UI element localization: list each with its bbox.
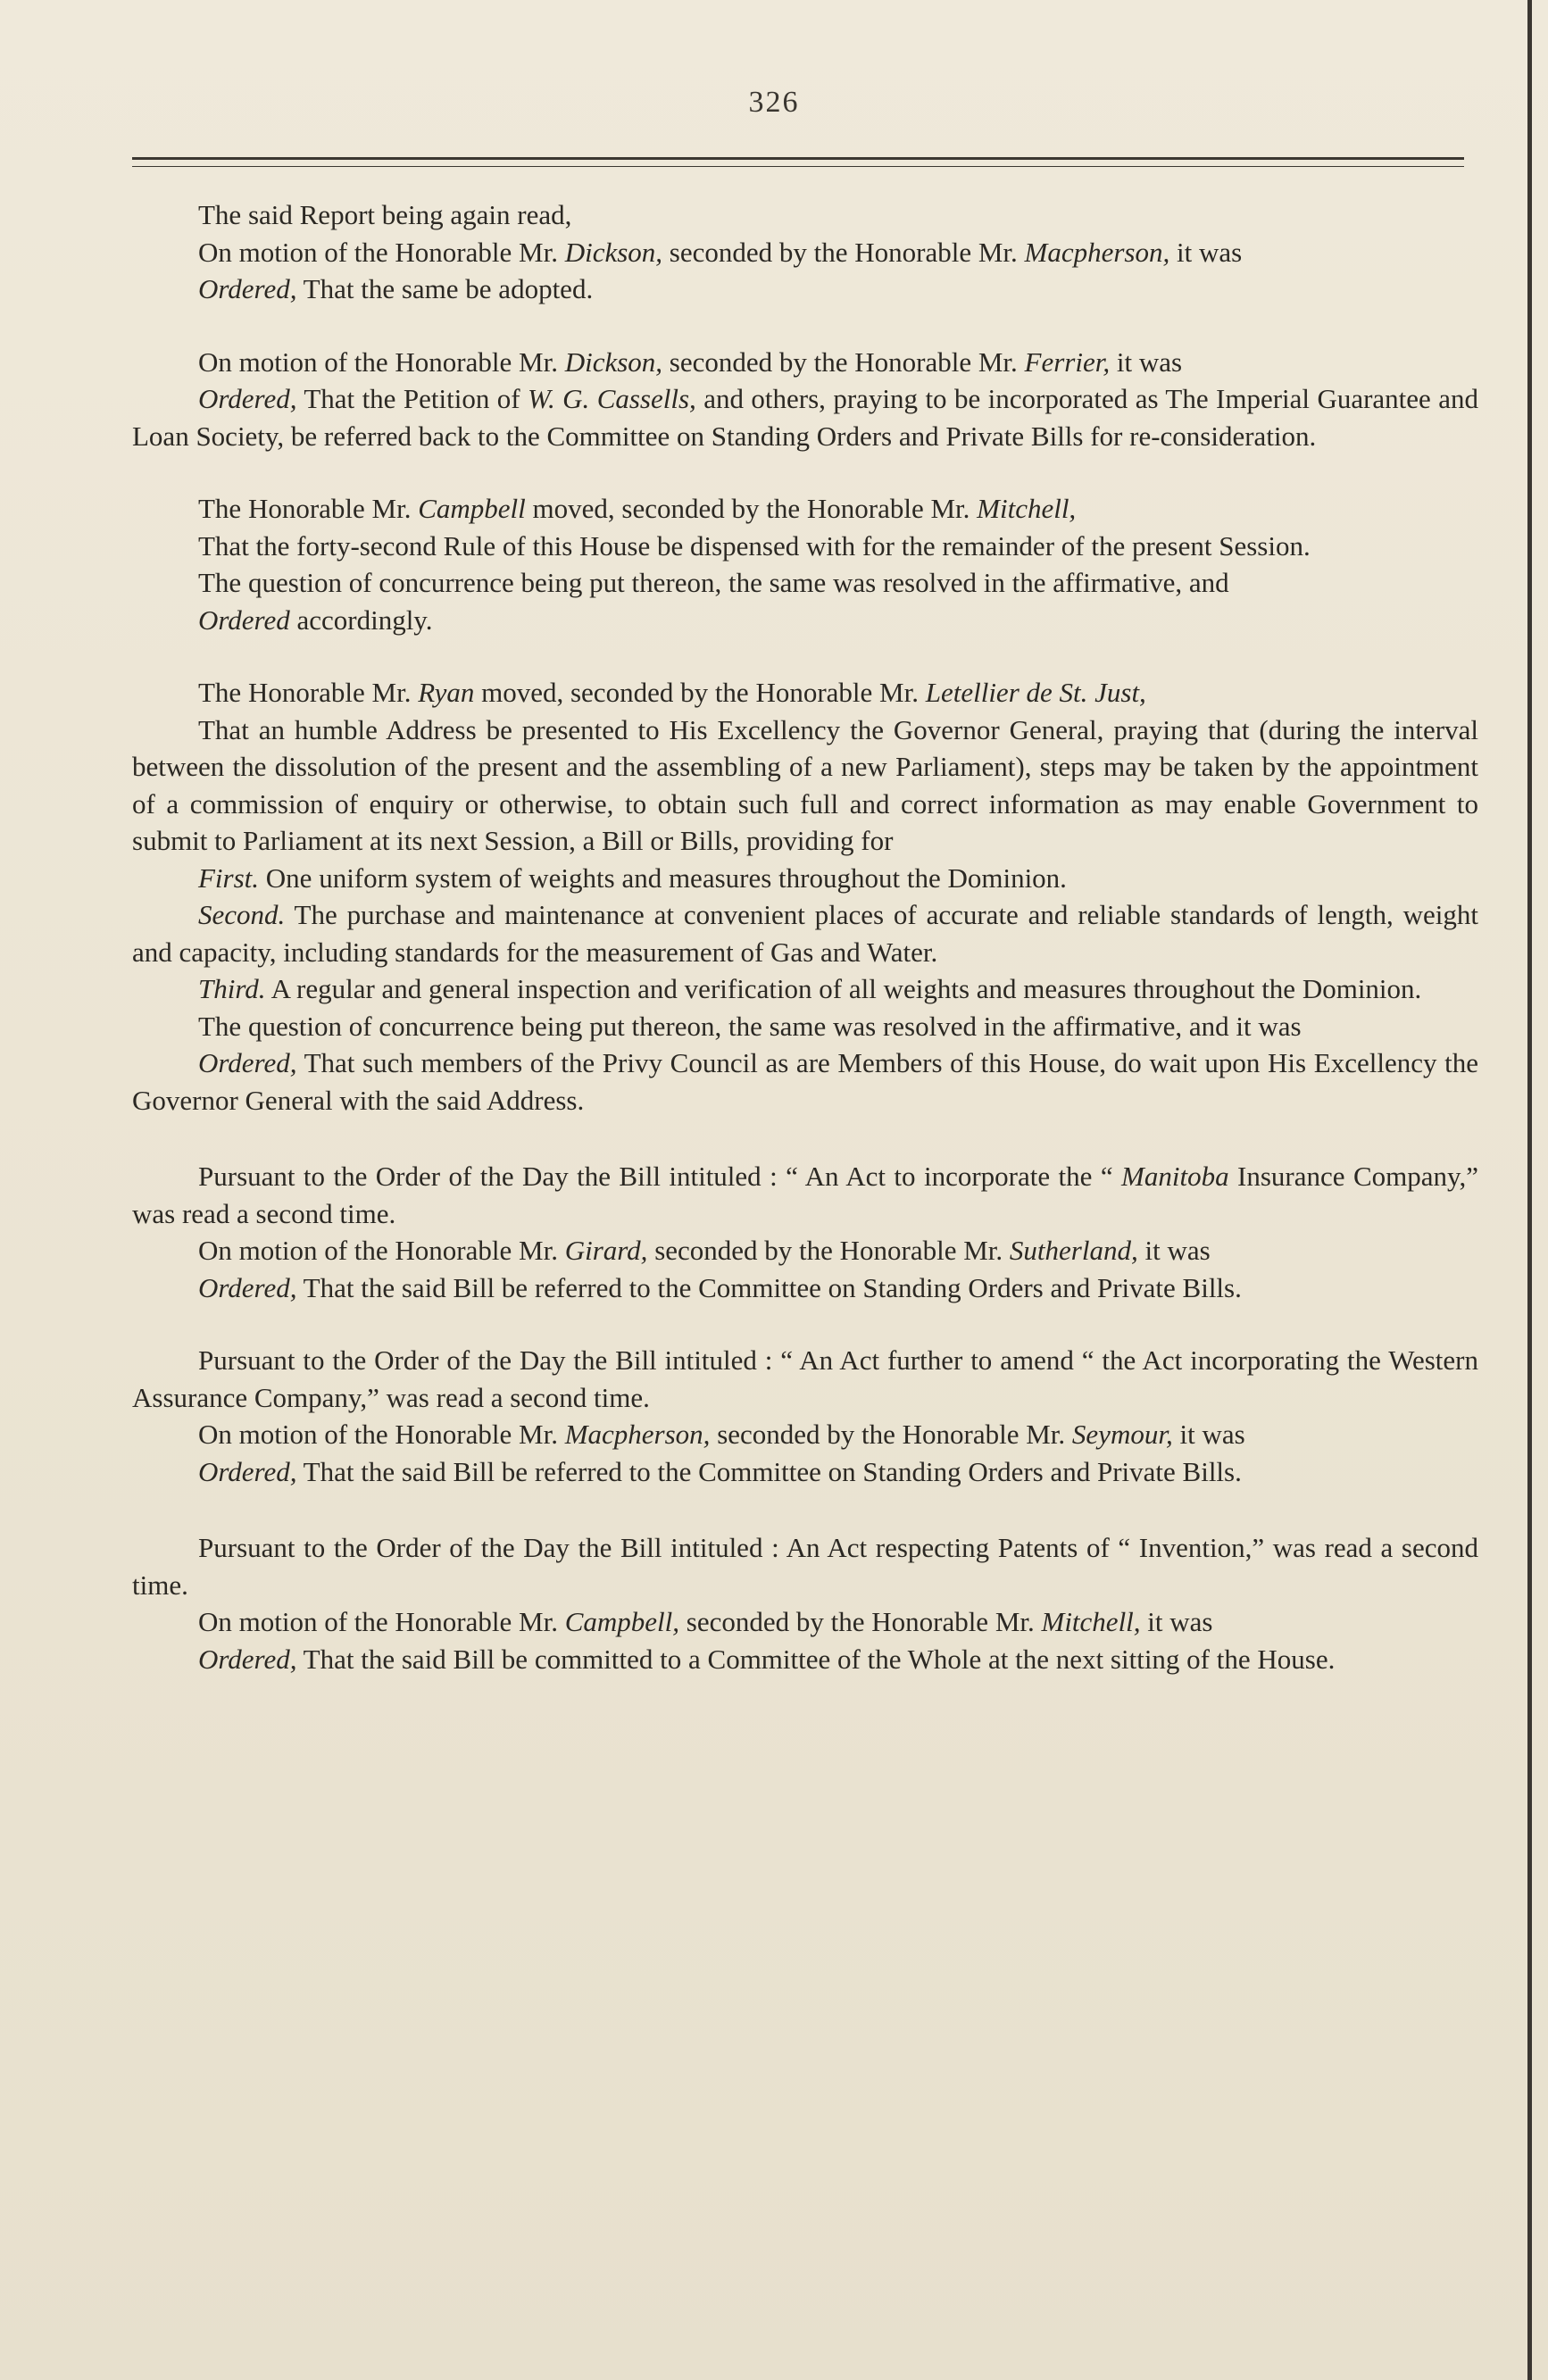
italic-text-p04-1: Dickson, [564, 345, 663, 378]
text-p17-0: Pursuant to the Order of the Day the Bill intituled : “ An Act to incorporate the “ [198, 1161, 1122, 1192]
italic-text-p19-0: Ordered, [198, 1271, 297, 1303]
italic-text-p05-2: W. G. Cassells, [527, 383, 696, 414]
text-p14-1: A regular and general inspection and verification of all weights and measures throughout the Dominion. [265, 973, 1422, 1004]
italic-text-p18-1: Girard, [564, 1235, 648, 1266]
text-p04-2: seconded by the Honorable Mr. [662, 345, 1025, 378]
paragraph-p25 [132, 1641, 1478, 1678]
text-p21-0: On motion of the Honorable Mr. [198, 1419, 565, 1450]
italic-text-p24-1: Campbell, [564, 1606, 680, 1637]
italic-text-p12-0: First. [198, 861, 260, 894]
text-p24-0: On motion of the Honorable Mr. [198, 1606, 565, 1637]
italic-text-p13-0: Second. [198, 899, 286, 930]
page-edge-shadow [1527, 0, 1532, 2380]
paragraph-p20 [132, 1342, 1478, 1416]
paragraph-p03 [132, 270, 1478, 308]
italic-text-p25-0: Ordered, [198, 1643, 297, 1675]
text-p17-2: Insurance Company,” was read a second time. [132, 1161, 1478, 1229]
paragraph-p21 [132, 1416, 1478, 1453]
italic-text-p24-3: Mitchell, [1041, 1606, 1141, 1637]
text-p01-0: The said Report being again read, [198, 199, 572, 230]
italic-text-p16-0: Ordered, [198, 1047, 297, 1078]
paragraph-p02 [132, 234, 1478, 271]
text-p20-0: Pursuant to the Order of the Day the Bill intituled : “ An Act further to amend “ the Act incorporating the Western Assurance Company,” was read a second time. [132, 1344, 1478, 1413]
paragraph-p12 [132, 860, 1478, 897]
text-p02-0: On motion of the Honorable Mr. [198, 236, 565, 268]
paragraph-p13 [132, 896, 1478, 970]
italic-text-p18-3: Sutherland, [1009, 1235, 1138, 1266]
paragraph-p10 [132, 674, 1478, 712]
text-p04-4: it was [1110, 345, 1183, 378]
paragraph-p09 [132, 602, 1478, 639]
italic-text-p10-3: Letellier de St. Just, [925, 677, 1146, 708]
paragraph-p04 [132, 344, 1478, 381]
italic-text-p06-3: Mitchell, [977, 493, 1077, 524]
text-p02-2: seconded by the Honorable Mr. [662, 236, 1025, 268]
italic-text-p02-1: Dickson, [564, 236, 663, 268]
paragraph-p23 [132, 1529, 1478, 1603]
italic-text-p09-0: Ordered [198, 603, 290, 636]
text-p02-4: it was [1169, 236, 1243, 268]
text-p18-0: On motion of the Honorable Mr. [198, 1235, 565, 1266]
italic-text-p04-3: Ferrier, [1024, 345, 1111, 378]
text-p13-1: The purchase and maintenance at convenient places of accurate and reliable standards of length, weight and capacity, including standards for the measurement of Gas and Water. [132, 899, 1478, 968]
paragraph-p16 [132, 1044, 1478, 1119]
paragraph-p07 [132, 528, 1478, 565]
text-p06-2: moved, seconded by the Honorable Mr. [525, 493, 978, 524]
text-p21-2: seconded by the Honorable Mr. [710, 1419, 1072, 1450]
text-p04-0: On motion of the Honorable Mr. [198, 345, 565, 378]
body-text [132, 196, 1478, 1677]
text-p18-4: it was [1137, 1235, 1211, 1266]
text-p25-1: That the said Bill be committed to a Committee of the Whole at the next sitting of the House. [296, 1643, 1336, 1675]
paragraph-p24 [132, 1603, 1478, 1641]
paragraph-p14 [132, 970, 1478, 1008]
text-p21-4: it was [1172, 1419, 1245, 1450]
text-p06-0: The Honorable Mr. [198, 493, 419, 524]
italic-text-p21-3: Seymour, [1071, 1419, 1173, 1450]
paragraph-p01 [132, 196, 1478, 234]
paragraph-p06 [132, 490, 1478, 528]
paragraph-p11 [132, 712, 1478, 860]
text-p07-0: That the forty-second Rule of this House be dispensed with for the remainder of the present Session. [198, 529, 1311, 562]
text-p08-0: The question of concurrence being put thereon, the same was resolved in the affirmative, and [198, 567, 1229, 598]
italic-text-p10-1: Ryan [418, 677, 475, 708]
text-p10-0: The Honorable Mr. [198, 677, 419, 708]
text-p05-1: That the Petition of [296, 383, 528, 414]
paragraph-p17 [132, 1158, 1478, 1232]
text-p12-1: One uniform system of weights and measures throughout the Dominion. [259, 861, 1067, 894]
text-p05-3: and others, praying to be incorporated as The Imperial Guarantee and Loan Society, be referred back to the Committee on Standing Orders and Private Bills for re-consideration. [132, 383, 1478, 452]
paragraph-p22 [132, 1453, 1478, 1491]
header-rule-thin [132, 166, 1464, 167]
italic-text-p21-1: Macpherson, [564, 1419, 711, 1450]
italic-text-p03-0: Ordered, [198, 273, 297, 304]
text-p24-2: seconded by the Honorable Mr. [679, 1606, 1042, 1637]
italic-text-p14-0: Third. [198, 973, 266, 1004]
text-p18-2: seconded by the Honorable Mr. [647, 1235, 1010, 1266]
text-p19-1: That the said Bill be referred to the Committee on Standing Orders and Private Bills. [296, 1271, 1242, 1303]
text-p22-1: That the said Bill be referred to the Committee on Standing Orders and Private Bills. [296, 1455, 1242, 1487]
italic-text-p05-0: Ordered, [198, 383, 297, 414]
italic-text-p06-1: Campbell [418, 493, 526, 524]
text-p24-4: it was [1140, 1606, 1213, 1637]
paragraph-p18 [132, 1232, 1478, 1269]
text-p10-2: moved, seconded by the Honorable Mr. [474, 677, 926, 708]
text-p15-0: The question of concurrence being put thereon, the same was resolved in the affirmative, and it was [198, 1010, 1302, 1042]
paragraph-p08 [132, 564, 1478, 602]
italic-text-p02-3: Macpherson, [1024, 236, 1170, 268]
page-number: 326 [748, 86, 800, 119]
text-p23-0: Pursuant to the Order of the Day the Bill intituled : An Act respecting Patents of “ Invention,” was read a second time. [132, 1532, 1478, 1601]
paragraph-p05 [132, 380, 1478, 454]
paragraph-p15 [132, 1008, 1478, 1045]
italic-text-p22-0: Ordered, [198, 1455, 297, 1487]
text-p03-1: That the same be adopted. [296, 273, 594, 304]
text-p16-1: That such members of the Privy Council as are Members of this House, do wait upon His Excellency the Governor General with the said Address. [132, 1047, 1478, 1116]
italic-text-p17-1: Manitoba [1121, 1161, 1229, 1192]
header-rule [132, 157, 1464, 160]
text-p11-0: That an humble Address be presented to His Excellency the Governor General, praying that (during the interval between the dissolution of the present and the assembling of a new Parliament), steps may be taken by the appointment of a commission of enquiry or otherwise, to obtain such full and correct information as may enable Government to submit to Parliament at its next Session, a Bill or Bills, providing for [132, 713, 1478, 856]
paragraph-p19 [132, 1269, 1478, 1307]
text-p09-1: accordingly. [289, 603, 433, 636]
